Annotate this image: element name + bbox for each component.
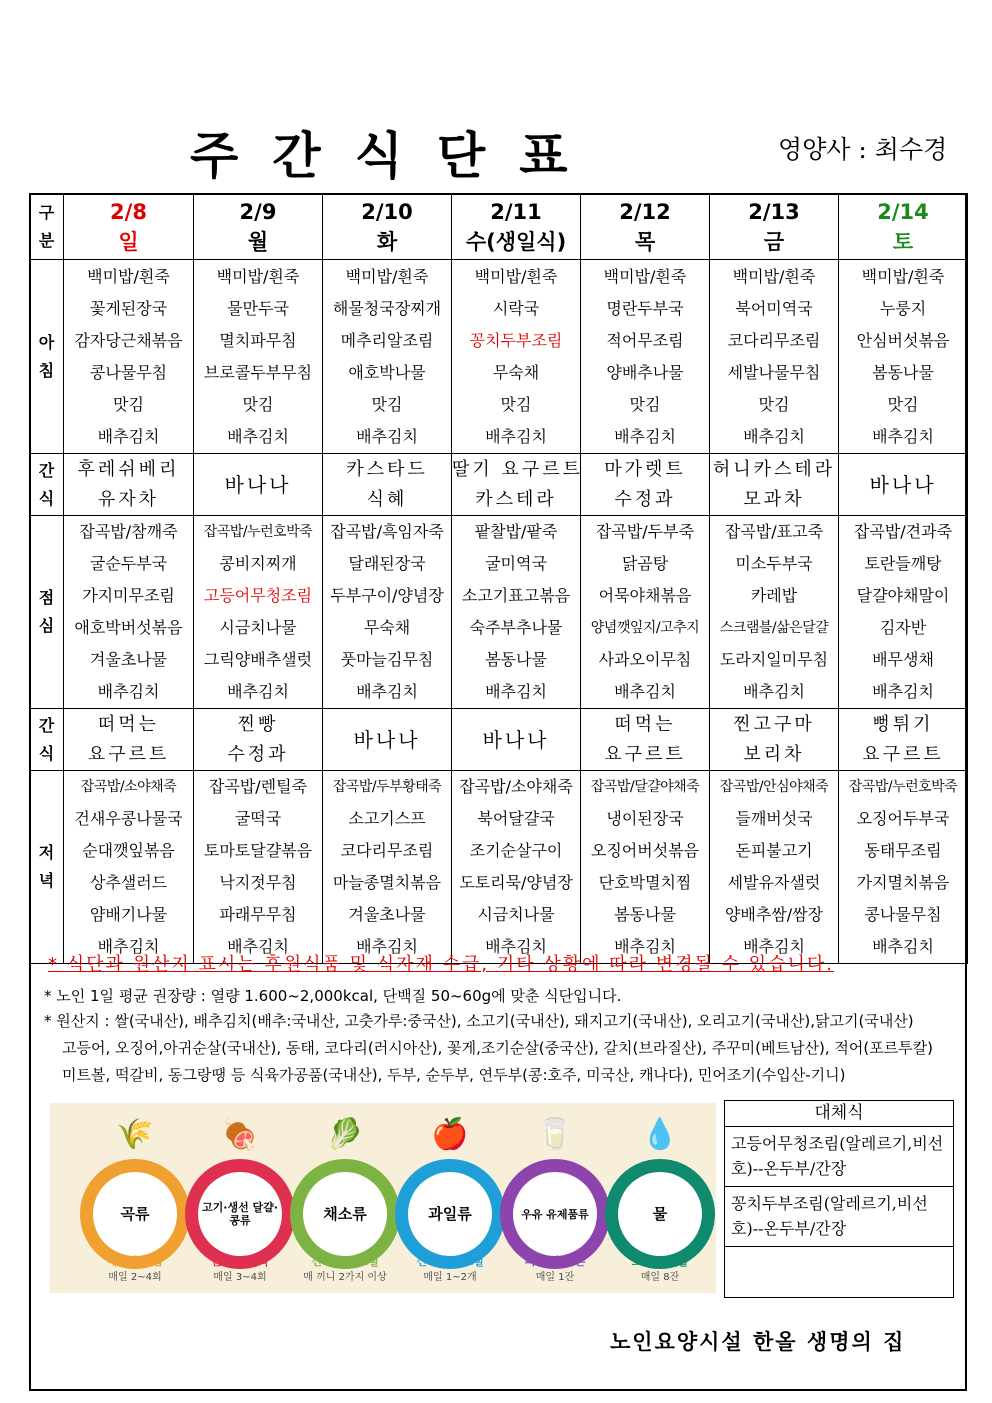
menu-item: 스크램블/삶은달걀 [719, 620, 829, 636]
vegetable-icon: 🥬 [326, 1117, 364, 1152]
menu-item: 얌배기나물 [89, 905, 168, 924]
snack-item: 찐빵 [237, 713, 279, 735]
menu-item: 물만두국 [227, 298, 289, 318]
menu-item: 배추김치 [356, 682, 418, 701]
snack-item: 후레쉬베리 [77, 458, 180, 480]
food-group-frequency: 매일 3~4회 [213, 1272, 267, 1283]
snack1-cell [323, 454, 452, 516]
menu-item: 백미밥/흰죽 [732, 266, 816, 286]
menu-item: 백미밥/흰죽 [861, 266, 945, 286]
dinner-cell [581, 771, 710, 964]
food-group-name: 채소류 [303, 1172, 387, 1256]
meal-label-cell [30, 454, 64, 516]
menu-item: 잡곡밥/흑임자죽 [330, 522, 444, 541]
menu-item: 백미밥/흰죽 [345, 266, 429, 286]
menu-item: 두부구이/양념장 [330, 586, 444, 605]
food-group-name: 물 [618, 1172, 702, 1256]
menu-item: 달래된장국 [348, 554, 426, 573]
menu-item: 겨울초나물 [348, 905, 426, 924]
day-header-cell [64, 194, 194, 260]
menu-item: 배추김치 [743, 682, 805, 701]
menu-item: 오징어두부국 [856, 809, 950, 828]
substitute-row: 고등어무청조림(알레르기,비선호)--온두부/간장 [725, 1127, 953, 1187]
menu-item: 배추김치 [356, 937, 418, 956]
menu-item: 배추김치 [485, 426, 547, 446]
snack2-cell [581, 709, 710, 771]
meal-label: 식 [38, 743, 55, 763]
menu-item: 상추샐러드 [89, 873, 168, 892]
menu-item: 시금치나물 [219, 618, 297, 637]
snack-item: 바나나 [353, 727, 421, 752]
menu-item: 미소두부국 [735, 554, 813, 573]
day-weekday: 일 [118, 229, 139, 254]
menu-item: 북어달걀국 [477, 809, 555, 828]
menu-item: 명란두부국 [606, 298, 684, 318]
menu-item: 백미밥/흰죽 [603, 266, 687, 286]
menu-item: 무숙채 [492, 362, 540, 382]
origin-note-line2: 고등어, 오징어,아귀순살(국내산), 동태, 코다리(러시아산), 꽃게,조기순살(중국산), 갈치(브라질산), 주꾸미(베트남산), 적어(포르투칼) [62, 1039, 934, 1057]
menu-item: 맛김 [113, 394, 144, 414]
day-weekday: 수(생일식) [465, 229, 567, 254]
meal-label: 침 [38, 360, 55, 380]
snack-item: 유자차 [97, 488, 160, 510]
food-group-function: 뼈와 이 튼튼 [524, 1255, 586, 1268]
day-weekday: 목 [634, 229, 656, 254]
menu-item: 양배추쌈/쌈장 [724, 905, 824, 924]
snack-item: 떠먹는 [97, 713, 160, 735]
snack1-row [30, 454, 968, 516]
menu-item: 굴떡국 [234, 809, 282, 828]
breakfast-row [30, 260, 968, 454]
menu-item: 세발나물무침 [727, 362, 821, 382]
menu-item: 배추김치 [227, 426, 289, 446]
menu-item: 토마토달걀볶음 [203, 841, 313, 860]
day-header-cell [323, 194, 452, 260]
menu-item: 맛김 [758, 394, 790, 414]
menu-item: 배추김치 [614, 682, 676, 701]
substitute-row [725, 1247, 953, 1307]
menu-item: 콩나물무침 [89, 362, 168, 382]
snack1-cell [64, 454, 194, 516]
menu-item: 파래무무침 [219, 905, 297, 924]
menu-item: 봄동나물 [485, 650, 547, 669]
day-header-cell [581, 194, 710, 260]
menu-item: 맛김 [242, 394, 274, 414]
menu-item: 메추리알조림 [340, 330, 434, 350]
menu-item: 낙지젓무침 [219, 873, 297, 892]
page-title: 주간식단표 [190, 127, 602, 185]
day-date: 2/10 [361, 199, 413, 224]
menu-item: 냉이된장국 [606, 809, 684, 828]
snack1-cell [839, 454, 968, 516]
snack1-cell [710, 454, 839, 516]
snack-item: 허니카스테라 [712, 458, 836, 480]
menu-item: 조기순살구이 [469, 841, 563, 860]
menu-item: 안심버섯볶음 [856, 330, 950, 350]
menu-item: 잡곡밥/누런호박죽 [203, 524, 313, 540]
menu-item: 백미밥/흰죽 [474, 266, 558, 286]
food-group-function: 신체기능 조절 [311, 1255, 379, 1268]
menu-item: 배추김치 [614, 426, 676, 446]
lunch-cell [452, 516, 581, 709]
food-group-function: 근육·면역력 [211, 1255, 269, 1268]
wheat-icon: 🌾 [116, 1117, 154, 1152]
snack1-cell [452, 454, 584, 516]
snack-item: 요구르트 [87, 743, 170, 765]
food-group-name: 과일류 [408, 1172, 492, 1256]
snack-item: 뻥튀기 [872, 713, 934, 735]
substitute-row: 꽁치두부조림(알레르기,비선호)--온두부/간장 [725, 1187, 953, 1247]
day-date: 2/12 [619, 199, 671, 224]
lunch-cell [581, 516, 710, 709]
menu-item: 세발유자샐럿 [727, 873, 821, 892]
menu-item: 잡곡밥/두부죽 [595, 522, 695, 541]
menu-item: 북어미역국 [735, 298, 813, 318]
snack2-cell [710, 709, 839, 771]
day-weekday: 월 [247, 229, 269, 254]
food-group-function: 노폐물 배출 [631, 1255, 689, 1268]
menu-item: 도라지일미무침 [719, 650, 829, 669]
menu-item: 배추김치 [872, 682, 934, 701]
menu-item: 배무생채 [872, 650, 934, 669]
menu-item: 배추김치 [97, 682, 160, 701]
day-header-cell [839, 194, 968, 260]
menu-item: 배추김치 [743, 937, 805, 956]
day-header-cell [452, 194, 581, 260]
menu-item: 콩나물무침 [864, 905, 942, 924]
snack-item: 카스테라 [475, 488, 557, 510]
snack-item: 식혜 [366, 488, 408, 510]
day-date: 2/14 [877, 199, 929, 224]
menu-item: 돈피불고기 [735, 841, 813, 860]
menu-item: 닭곰탕 [621, 554, 669, 573]
menu-item: 양념깻잎지/고추지 [590, 620, 700, 636]
menu-item: 토란들깨탕 [864, 554, 942, 573]
meal-label: 저 [38, 843, 55, 862]
dinner-cell [839, 771, 968, 964]
menu-item: 코다리무조림 [727, 330, 821, 350]
meal-label: 점 [38, 588, 55, 607]
breakfast-cell [452, 260, 581, 454]
menu-item: 시락국 [492, 298, 540, 318]
substitute-title: 대체식 [725, 1101, 953, 1127]
menu-item: 백미밥/흰죽 [216, 266, 300, 286]
menu-item: 건새우콩나물국 [74, 809, 183, 828]
origin-note-line3: 미트볼, 떡갈비, 동그랑땡 등 식육가공품(국내산), 두부, 순두부, 연두부(콩:호주, 미국산, 캐나다), 민어조기(수입산-기니) [62, 1066, 846, 1084]
menu-item: 잡곡밥/안심야채죽 [719, 779, 829, 795]
menu-item: 적어무조림 [606, 330, 684, 350]
substitute-meal-box [724, 1100, 954, 1298]
menu-item: 잡곡밥/소야채죽 [80, 779, 177, 795]
menu-item: 브로콜두부무침 [203, 362, 313, 382]
origin-note: * 원산지 : 쌀(국내산), 배추김치(배추:국내산, 고춧가루:중국산), 소고기(국내산), 돼지고기(국내산), 오리고기(국내산),닭고기(국내산) [44, 1012, 914, 1030]
menu-item: 잡곡밥/달걀야채죽 [590, 779, 700, 795]
day-weekday: 금 [763, 229, 785, 254]
food-group-frequency: 매일 1~2개 [423, 1272, 477, 1283]
snack-item: 수정과 [227, 743, 289, 765]
day-header-cell [710, 194, 839, 260]
food-group-guide [50, 1103, 716, 1293]
lunch-cell [64, 516, 194, 709]
snack-item: 바나나 [224, 472, 292, 497]
menu-item: 잡곡밥/참깨죽 [79, 522, 178, 541]
menu-item: 어묵야채볶음 [598, 586, 692, 605]
food-group-name: 곡류 [93, 1172, 177, 1256]
menu-item: 콩비지찌개 [219, 554, 297, 573]
meal-label-cell [30, 194, 64, 260]
menu-item: 잡곡밥/소야채죽 [459, 777, 573, 796]
menu-item: 누룽지 [879, 298, 927, 318]
menu-item: 애호박버섯볶음 [74, 618, 183, 637]
menu-item: 가지미무조림 [82, 586, 175, 605]
snack2-cell [452, 709, 581, 771]
snack-item: 카스타드 [346, 458, 428, 480]
weekly-menu-table [29, 193, 968, 964]
menu-item: 잡곡밥/누런호박죽 [848, 779, 958, 795]
day-date: 2/9 [239, 199, 277, 224]
calorie-note: * 노인 1일 평균 권장량 : 열량 1.600~2,000kcal, 단백질 50~60g에 맞춘 식단입니다. [44, 987, 622, 1005]
meal-label: 분 [38, 230, 55, 250]
food-group-frequency: 매일 1잔 [535, 1272, 575, 1283]
meal-label-cell [30, 260, 64, 454]
meal-label-cell [30, 771, 64, 964]
meal-label-cell [30, 516, 64, 709]
menu-item: 배추김치 [97, 426, 160, 446]
menu-item: 시금치나물 [477, 905, 555, 924]
menu-item: 멸치파무침 [219, 330, 297, 350]
day-weekday: 토 [892, 229, 914, 254]
snack1-cell [194, 454, 323, 516]
menu-item: 맛김 [887, 394, 919, 414]
change-notice: * 식단과 원산지 표시는 후원식품 및 식자재 수급, 기타 상황에 따라 변경될 수 있습니다. [48, 954, 835, 975]
snack-item: 마가렛트 [604, 458, 686, 480]
menu-item: 맛김 [500, 394, 532, 414]
menu-item: 잡곡밥/두부황태죽 [332, 779, 442, 795]
food-group-name: 우유 유제품류 [513, 1172, 597, 1256]
lunch-cell [323, 516, 452, 709]
menu-item: 배추김치 [872, 426, 934, 446]
meal-label: 아 [38, 332, 55, 352]
lunch-cell [710, 516, 839, 709]
menu-item: 배추김치 [227, 682, 289, 701]
menu-item: 애호박나물 [348, 362, 426, 382]
menu-item: 배추김치 [872, 937, 934, 956]
snack-item: 보리차 [743, 743, 805, 765]
menu-item: 가지멸치볶음 [856, 873, 950, 892]
menu-item: 들깨버섯국 [735, 809, 813, 828]
menu-item: 순대깻잎볶음 [82, 841, 175, 860]
menu-item: 마늘종멸치볶음 [332, 873, 442, 892]
menu-item: 도토리묵/양념장 [459, 873, 573, 892]
snack2-cell [64, 709, 194, 771]
snack-item: 모과차 [743, 488, 805, 510]
lunch-cell [839, 516, 968, 709]
menu-item: 배추김치 [485, 682, 547, 701]
meal-label: 구 [38, 202, 55, 222]
menu-item: 꽃게된장국 [89, 298, 168, 318]
menu-item: 잡곡밥/렌틸죽 [208, 777, 308, 796]
snack1-cell [581, 454, 710, 516]
menu-item: 배추김치 [743, 426, 805, 446]
dinner-cell [452, 771, 581, 964]
menu-item: 배추김치 [227, 937, 289, 956]
snack-item: 요구르트 [604, 743, 686, 765]
snack2-cell [323, 709, 452, 771]
facility-name: 노인요양시설 한올 생명의 집 [610, 1330, 906, 1354]
snack-item: 수정과 [614, 488, 676, 510]
menu-item: 김자반 [879, 618, 927, 637]
menu-item: 팥찰밥/팥죽 [474, 522, 558, 541]
meal-label: 식 [38, 488, 55, 508]
menu-item: 카레밥 [750, 586, 798, 605]
snack-item: 바나나 [482, 727, 550, 752]
menu-item: 백미밥/흰죽 [87, 266, 170, 286]
fruit-icon: 🍎 [431, 1117, 469, 1152]
dinner-cell [323, 771, 452, 964]
breakfast-cell [323, 260, 452, 454]
menu-item: 배추김치 [97, 937, 160, 956]
snack2-cell [194, 709, 323, 771]
menu-item: 해물청국장찌개 [332, 298, 442, 318]
menu-item: 소고기스프 [348, 809, 426, 828]
menu-item: 달걀야채말이 [856, 586, 950, 605]
food-group-function: 에너지 공급 [106, 1255, 164, 1268]
snack-item: 딸기 요구르트 [452, 458, 584, 480]
snack2-cell [839, 709, 968, 771]
food-group-frequency: 매일 8잔 [640, 1272, 680, 1283]
menu-item: 봄동나물 [872, 362, 934, 382]
meal-label: 녁 [38, 871, 55, 890]
day-weekday: 화 [376, 229, 398, 254]
menu-item: 고등어무청조림 [203, 586, 313, 605]
day-header-cell [194, 194, 323, 260]
dinner-cell [194, 771, 323, 964]
milk-icon: 🥛 [536, 1117, 574, 1152]
snack2-row [30, 709, 968, 771]
snack-item: 찐고구마 [733, 713, 815, 735]
dinner-row [30, 771, 968, 964]
food-group-frequency: 매 끼니 2가지 이상 [303, 1272, 387, 1283]
menu-item: 무숙채 [363, 618, 411, 637]
snack-item: 바나나 [869, 472, 937, 497]
meal-label: 간 [38, 460, 55, 480]
breakfast-cell [194, 260, 323, 454]
food-group-frequency: 매일 2~4회 [108, 1272, 162, 1283]
dinner-cell [710, 771, 839, 964]
water-icon: 💧 [641, 1117, 679, 1152]
food-group-name: 고기·생선 달걀·콩류 [198, 1172, 282, 1256]
menu-item: 단호박멸치찜 [598, 873, 692, 892]
day-header-row [30, 194, 968, 260]
menu-item: 숙주부추나물 [469, 618, 563, 637]
menu-item: 봄동나물 [614, 905, 676, 924]
menu-item: 꽁치두부조림 [469, 330, 563, 350]
menu-item: 잡곡밥/견과죽 [853, 522, 953, 541]
menu-item: 굴순두부국 [89, 554, 168, 573]
menu-item: 배추김치 [356, 426, 418, 446]
breakfast-cell [839, 260, 968, 454]
day-date: 2/13 [748, 199, 800, 224]
menu-item: 감자당근채볶음 [74, 330, 183, 350]
snack-item: 떠먹는 [614, 713, 676, 735]
menu-item: 배추김치 [614, 937, 676, 956]
meal-label-cell [30, 709, 64, 771]
menu-item: 맛김 [371, 394, 403, 414]
menu-item: 배추김치 [485, 937, 547, 956]
meat-icon: 🍖 [221, 1117, 259, 1152]
breakfast-cell [710, 260, 839, 454]
day-date: 2/8 [110, 199, 147, 224]
snack-item: 요구르트 [862, 743, 944, 765]
menu-item: 동태무조림 [864, 841, 942, 860]
day-date: 2/11 [490, 199, 542, 224]
dietitian-label: 영양사 : 최수경 [778, 135, 948, 164]
meal-label: 간 [38, 715, 55, 735]
menu-item: 사과오이무침 [598, 650, 692, 669]
lunch-row [30, 516, 968, 709]
menu-item: 맛김 [629, 394, 661, 414]
menu-item: 소고기표고볶음 [461, 586, 571, 605]
menu-item: 오징어버섯볶음 [590, 841, 700, 860]
menu-item: 잡곡밥/표고죽 [724, 522, 824, 541]
dinner-cell [64, 771, 194, 964]
menu-item: 겨울초나물 [89, 650, 168, 669]
menu-item: 풋마늘김무침 [340, 650, 434, 669]
meal-label: 심 [38, 616, 55, 635]
menu-item: 코다리무조림 [340, 841, 434, 860]
food-group-function: 신체기능 조절 [416, 1255, 484, 1268]
menu-item: 그릭양배추샐럿 [203, 650, 313, 669]
lunch-cell [194, 516, 323, 709]
menu-item: 양배추나물 [606, 362, 684, 382]
breakfast-cell [581, 260, 710, 454]
menu-item: 굴미역국 [485, 554, 547, 573]
breakfast-cell [64, 260, 194, 454]
